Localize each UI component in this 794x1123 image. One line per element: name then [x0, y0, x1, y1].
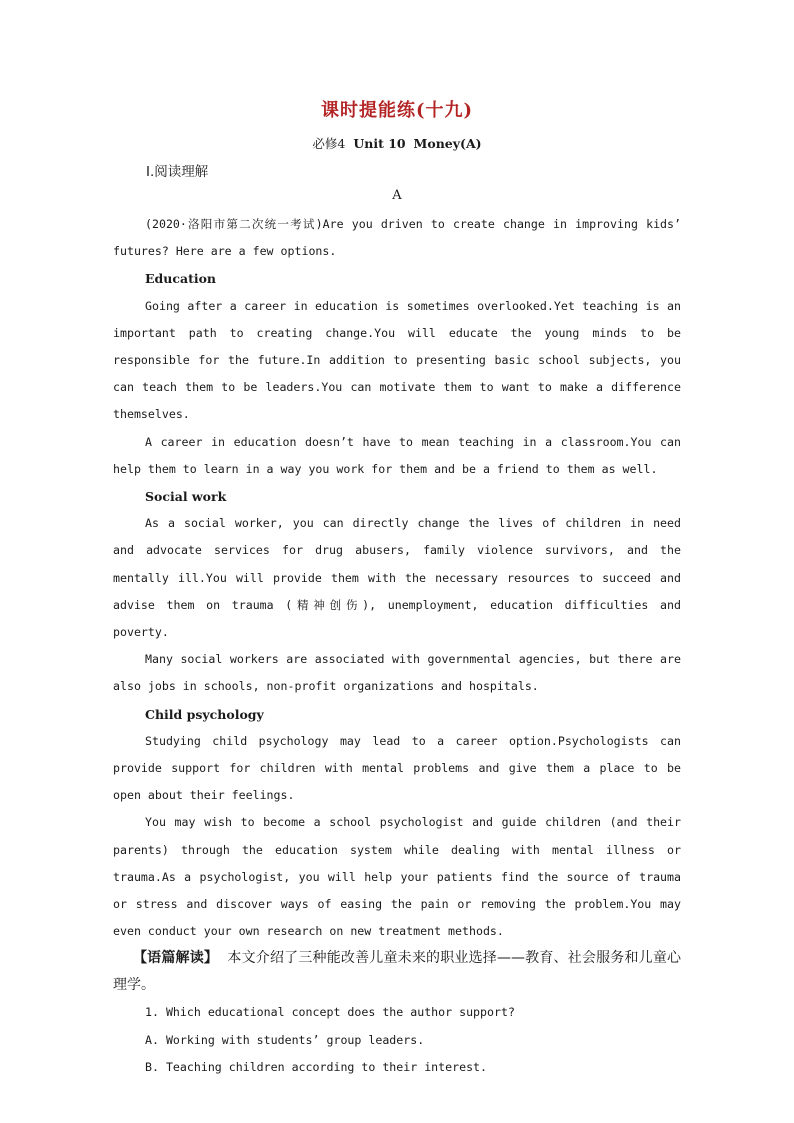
- passage-body: [113, 211, 681, 1081]
- social-work-paragraph-1: As a social worker, you can directly change the lives of children in need and advocate services for drug abusers, family violence survivors, and the mentally ill.You will provide them with the necessary resources to succeed and advise them on trauma (精神创伤), unemployment, education difficulties and poverty.: [113, 516, 681, 640]
- analysis-tag: 【语篇解读】: [133, 950, 219, 967]
- subtitle-unit: Unit 10: [353, 136, 406, 151]
- intro-paragraph: (2020·洛阳市第二次统一考试)Are you driven to create change in improving kids’ futures? Here are a few options.: [113, 217, 681, 259]
- child-psychology-paragraph-1: Studying child psychology may lead to a career option.Psychologists can provide support for children with mental problems and give them a place to be open about their feelings.: [113, 733, 681, 803]
- page-title: 课时提能练(十九): [320, 100, 474, 121]
- child-psychology-paragraph-2: You may wish to become a school psychologist and guide children (and their parents) through the education system while dealing with mental illness or trauma.As a psychologist, you will help your patients find the source of trauma or stress and discover ways of easing the pain or removing the problem.You may even conduct your own research on new treatment methods.: [113, 815, 681, 939]
- analysis-text: 本文介绍了三种能改善儿童未来的职业选择——教育、社会服务和儿童心理学。: [113, 950, 682, 994]
- question-option-a: A. Working with students’ group leaders.: [145, 1032, 425, 1047]
- education-paragraph-1: Going after a career in education is sometimes overlooked.Yet teaching is an important path to creating change.You will educate the young minds to be responsible for the future.In addition to presenting basic school subjects, you can teach them to be leaders.You can motivate them to want to make a difference themselves.: [113, 298, 681, 422]
- subtitle-topic: Money(A): [413, 136, 482, 151]
- section-heading-education: Education: [145, 271, 217, 287]
- passage-label: A: [392, 188, 402, 203]
- subtitle-book: 必修4: [312, 136, 346, 151]
- question-option-b: B. Teaching children according to their interest.: [145, 1059, 488, 1074]
- question-stem: 1. Which educational concept does the author support?: [145, 1005, 515, 1020]
- passage-analysis: [113, 945, 681, 999]
- section-heading-child-psychology: Child psychology: [145, 706, 264, 722]
- section-heading-social-work: Social work: [145, 489, 227, 505]
- section-title: Ⅰ.阅读理解: [146, 164, 209, 180]
- page-subtitle: [0, 134, 794, 152]
- education-paragraph-2: A career in education doesn’t have to mean teaching in a classroom.You can help them to learn in a way you work for them and be a friend to them as well.: [113, 434, 681, 476]
- social-work-paragraph-2: Many social workers are associated with governmental agencies, but there are also jobs in schools, non-profit organizations and hospitals.: [113, 652, 681, 694]
